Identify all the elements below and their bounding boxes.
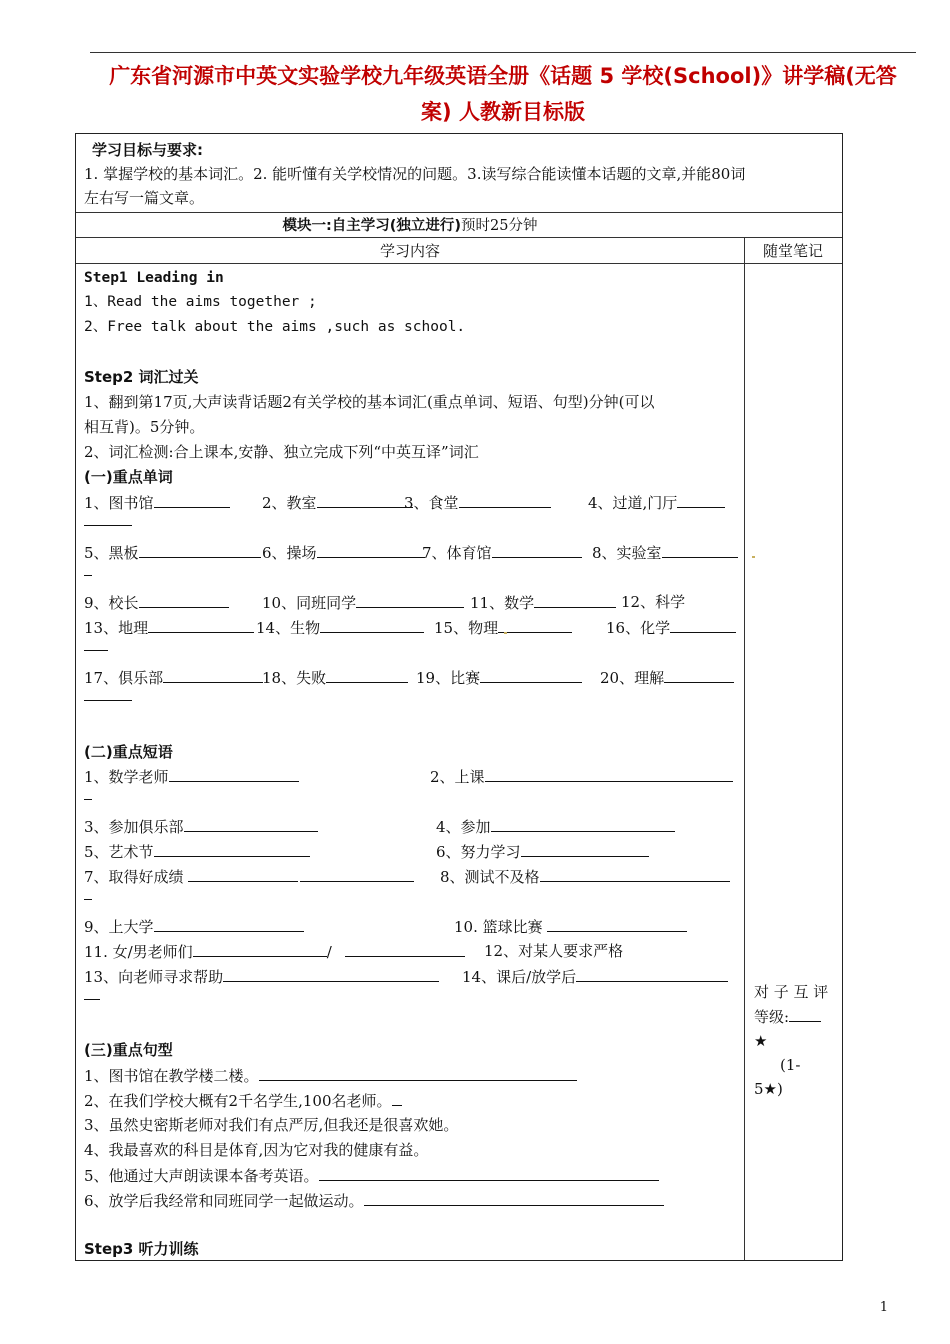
phrase-item: 6、努力学习 (436, 839, 649, 864)
word-item: 13、地理 (84, 615, 254, 640)
answer-blank[interactable] (540, 864, 650, 882)
module-title: 模块一:自主学习(独立进行)预时25分钟 (282, 218, 538, 234)
answer-blank[interactable] (664, 665, 734, 683)
answer-blank[interactable] (521, 839, 649, 857)
answer-blank-wrap (84, 782, 92, 807)
phrase-item: 10. 篮球比赛 (454, 914, 687, 939)
answer-blank[interactable] (576, 964, 728, 982)
answer-blank[interactable] (84, 558, 92, 576)
answer-blank[interactable] (223, 964, 439, 982)
word-item: 9、校长 (84, 590, 229, 615)
answer-blank[interactable] (163, 665, 263, 683)
word-item: 11、数学 (470, 590, 616, 615)
phrase-item: 13、向老师寻求帮助 (84, 964, 439, 989)
word-item: 5、黑板 (84, 540, 261, 565)
phrase-item: 3、参加俱乐部 (84, 814, 318, 839)
answer-blank[interactable] (320, 615, 424, 633)
step2-line: 2、词汇检测:合上课本,安静、独立完成下列“中英互译”词汇 (84, 443, 479, 461)
column-divider (744, 237, 745, 1260)
word-item: 14、生物 (256, 615, 424, 640)
answer-blank[interactable] (485, 764, 733, 782)
word-item: 10、同班同学 (262, 590, 464, 615)
table-rule (76, 212, 842, 213)
word-item: 2、教室 (262, 490, 413, 515)
answer-blank[interactable] (480, 665, 582, 683)
answer-blank-wrap (84, 982, 100, 1007)
peer-review: 对 子 互 评 等级: ★ (1- 5★) (754, 980, 840, 1101)
phrase-item: 1、数学老师 (84, 764, 299, 789)
answer-blank[interactable] (498, 615, 572, 633)
sentence-item: 4、我最喜欢的科目是体育,因为它对我的健康有益。 (84, 1141, 429, 1159)
step1-item: 1、Read the aims together ; (84, 294, 317, 310)
scan-speck (504, 632, 507, 634)
answer-blank[interactable] (184, 814, 318, 832)
step3-heading: Step3 听力训练 (84, 1240, 199, 1258)
answer-blank-wrap (84, 633, 108, 658)
word-item: 4、过道,门厅 (588, 490, 725, 515)
phrase-item: 2、上课 (430, 764, 733, 789)
answer-blank[interactable] (534, 590, 616, 608)
answer-blank-wrap (84, 683, 132, 708)
answer-blank[interactable] (84, 633, 108, 651)
column-header-notes: 随堂笔记 (762, 242, 823, 260)
answer-blank[interactable] (662, 540, 738, 558)
answer-blank[interactable] (154, 914, 304, 932)
answer-blank[interactable] (319, 1163, 659, 1181)
answer-blank[interactable] (677, 490, 725, 508)
page-number: 1 (879, 1300, 888, 1315)
answer-blank[interactable] (188, 864, 298, 882)
word-item: 3、食堂 (404, 490, 551, 515)
answer-blank[interactable] (317, 490, 413, 508)
word-item: 1、图书馆 (84, 490, 230, 515)
word-item: 16、化学 (606, 615, 736, 640)
phrase-item: 14、课后/放学后 (462, 964, 728, 989)
answer-blank[interactable] (547, 914, 687, 932)
step2-line: 1、翻到第17页,大声读背话题2有关学校的基本词汇(重点单词、短语、句型)分钟(可以 (84, 393, 655, 411)
word-item: 15、物理 (434, 615, 572, 640)
word-item: 6、操场 (262, 540, 425, 565)
answer-blank[interactable] (259, 1063, 577, 1081)
answer-blank[interactable] (193, 939, 327, 957)
phrase-item: 11. 女/男老师们 / (84, 939, 465, 964)
goals-heading: 学习目标与要求: (92, 141, 203, 159)
answer-blank[interactable] (84, 882, 92, 900)
answer-blank[interactable] (650, 864, 730, 882)
answer-blank[interactable] (364, 1188, 664, 1206)
grade-blank[interactable] (789, 1004, 821, 1022)
answer-blank[interactable] (317, 540, 425, 558)
answer-blank-wrap (84, 882, 92, 907)
step1-heading: Step1 Leading in (84, 270, 224, 286)
words-heading: (一)重点单词 (84, 468, 173, 486)
phrase-item: 7、取得好成绩 (84, 864, 414, 889)
word-item: 8、实验室 (592, 540, 738, 565)
header-rule (90, 52, 916, 53)
answer-blank[interactable] (356, 590, 464, 608)
column-header-content: 学习内容 (379, 242, 440, 260)
answer-blank[interactable] (84, 982, 100, 1000)
goals-line: 1. 掌握学校的基本词汇。2. 能听懂有关学校情况的问题。3.读写综合能读懂本话题的文章,并能80词 (84, 165, 746, 183)
answer-blank[interactable] (300, 864, 414, 882)
goals-line: 左右写一篇文章。 (84, 189, 205, 207)
sentence-item: 1、图书馆在教学楼二楼。 (84, 1063, 577, 1088)
worksheet-table (75, 133, 843, 1261)
phrase-item: 4、参加 (436, 814, 675, 839)
answer-blank-wrap (84, 558, 92, 583)
phrase-item: 5、艺术节 (84, 839, 310, 864)
answer-blank[interactable] (139, 590, 229, 608)
answer-blank[interactable] (326, 665, 408, 683)
step1-item: 2、Free talk about the aims ,such as school. (84, 319, 466, 335)
sentences-heading: (三)重点句型 (84, 1041, 173, 1059)
word-item: 7、体育馆 (422, 540, 582, 565)
step2-heading: Step2 词汇过关 (84, 368, 199, 386)
phrases-heading: (二)重点短语 (84, 743, 173, 761)
answer-blank[interactable] (84, 683, 132, 701)
star-icon: ★ (754, 1032, 768, 1050)
answer-blank[interactable] (139, 540, 261, 558)
table-rule (76, 263, 842, 264)
answer-blank[interactable] (491, 814, 675, 832)
word-item: 20、理解 (600, 665, 734, 690)
answer-blank[interactable] (392, 1088, 402, 1106)
word-item: 12、科学 (621, 593, 686, 611)
answer-blank-wrap (84, 508, 132, 533)
answer-blank[interactable] (148, 615, 254, 633)
sentence-item: 3、虽然史密斯老师对我们有点严厉,但我还是很喜欢她。 (84, 1116, 459, 1134)
answer-blank[interactable] (670, 615, 736, 633)
word-item: 19、比赛 (416, 665, 582, 690)
answer-blank[interactable] (169, 764, 299, 782)
sentence-item: 5、他通过大声朗读课本备考英语。 (84, 1163, 659, 1188)
answer-blank[interactable] (154, 839, 310, 857)
answer-blank[interactable] (84, 782, 92, 800)
document-title: 广东省河源市中英文实验学校九年级英语全册《话题 5 学校(School)》讲学稿(无答 案) 人教新目标版 (109, 64, 897, 124)
scan-speck (752, 556, 755, 558)
sentence-item: 2、在我们学校大概有2千名学生,100名老师。 (84, 1088, 402, 1113)
answer-blank[interactable] (459, 490, 551, 508)
phrase-item: 8、测试不及格 (440, 864, 730, 889)
word-item: 18、失败 (262, 665, 408, 690)
phrase-item: 9、上大学 (84, 914, 304, 939)
step2-line: 相互背)。5分钟。 (84, 418, 205, 436)
sentence-item: 6、放学后我经常和同班同学一起做运动。 (84, 1188, 664, 1213)
answer-blank[interactable] (84, 508, 132, 526)
word-item: 17、俱乐部 (84, 665, 263, 690)
answer-blank[interactable] (154, 490, 230, 508)
answer-blank[interactable] (492, 540, 582, 558)
answer-blank[interactable] (345, 939, 465, 957)
phrase-item: 12、对某人要求严格 (484, 942, 624, 960)
